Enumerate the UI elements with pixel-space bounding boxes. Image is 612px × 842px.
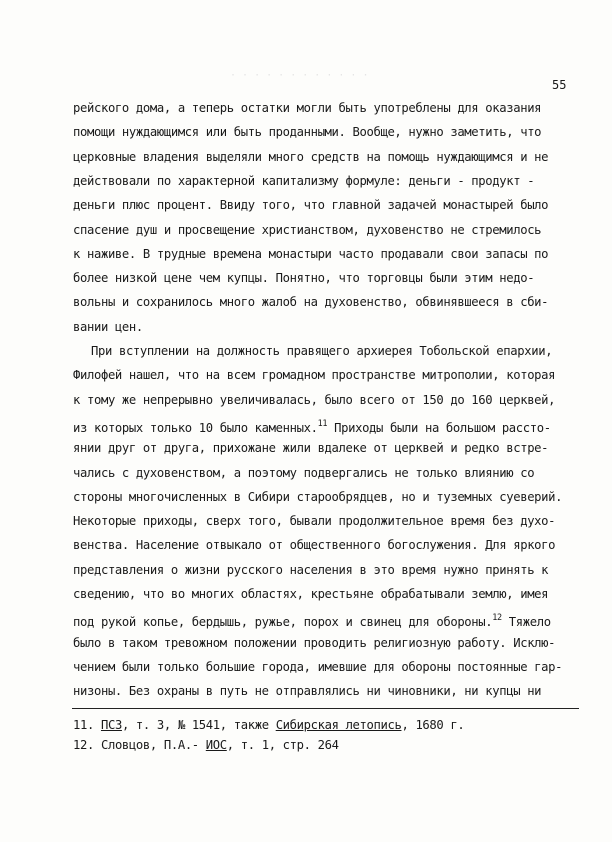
- page-number: 55: [552, 78, 567, 92]
- body-line: представления о жизни русского населения в это время нужно принять к: [73, 562, 549, 577]
- paragraph-first-line: При вступлении на должность правящего архиерея Тобольской епархии,: [91, 344, 553, 358]
- footnote-number: 12.: [73, 737, 94, 752]
- body-line: венства. Население отвыкало от общественного богослужения. Для яркого: [73, 538, 556, 553]
- footnote-ref-12[interactable]: 12: [492, 613, 502, 624]
- body-line: низоны. Без охраны в путь не отправлялись ни чиновники, ни купцы ни: [73, 684, 542, 699]
- body-line: помощи нуждающимся или быть проданными. Вообще, нужно заметить, что: [73, 125, 542, 140]
- footnote-text: , т. 1, стр. 264: [226, 737, 339, 752]
- body-line: [0, 417, 612, 435]
- source-title: Сибирская летопись: [275, 717, 402, 732]
- body-line: церковные владения выделяли много средств на помощь нуждающимся и не: [73, 149, 549, 164]
- source-abbrev: ИОС: [205, 737, 227, 752]
- body-text: Приходы были на большом рассто-: [327, 420, 551, 435]
- body-line: деньги плюс процент. Ввиду того, что главной задачей монастырей было: [73, 198, 549, 213]
- footnote-author: Словцов, П.А.-: [100, 737, 199, 752]
- body-line: вольны и сохранилось много жалоб на духовенство, обвинявшееся в сби-: [73, 295, 549, 310]
- bleed-through-stamp: · · · · · · · · · · · ·: [230, 70, 369, 81]
- body-line: чением были только большие города, имевшие для обороны постоянные гар-: [73, 659, 563, 674]
- body-line: янии друг от друга, прихожане жили вдалеке от церквей и редко встре-: [73, 441, 549, 456]
- body-text: из которых только 10 было каменных.: [73, 420, 318, 435]
- body-line: стороны многочисленных в Сибири старообрядцев, но и туземных суеверий.: [73, 489, 563, 504]
- footnote-text: , т. 3, № 1541, также: [121, 717, 269, 732]
- body-line: спасение душ и просвещение христианством, духовенство не стремилось: [73, 222, 542, 237]
- footnote-11: [0, 718, 612, 732]
- body-line: рейского дома, а теперь остатки могли быть употреблены для оказания: [73, 101, 542, 115]
- footnote-12: [0, 738, 612, 752]
- body-line: вании цен.: [73, 319, 143, 334]
- footnote-text: , 1680 г.: [401, 717, 465, 732]
- body-line: к наживе. В трудные времена монастыри часто продавали свои запасы по: [73, 246, 549, 261]
- body-line: Филофей нашел, что на всем громадном пространстве митрополии, которая: [73, 368, 556, 383]
- source-abbrev: ПСЗ: [100, 717, 122, 732]
- body-line: сведению, что во многих областях, крестьяне обрабатывали землю, имея: [73, 587, 549, 601]
- footnote-number: 11.: [73, 717, 94, 732]
- body-line: чались с духовенством, а поэтому подвергались не только влиянию со: [73, 465, 535, 480]
- body-line: более низкой цене чем купцы. Понятно, что торговцы были этим недо-: [73, 271, 535, 286]
- body-text: под рукой копье, бердышь, ружье, порох и свинец для обороны.: [73, 615, 493, 630]
- footnote-ref-11[interactable]: 11: [317, 418, 328, 429]
- footnote-divider: [72, 708, 579, 709]
- body-line: действовали по характерной капитализму формуле: деньги - продукт -: [73, 173, 535, 188]
- body-text: Тяжело: [501, 615, 551, 630]
- body-line: к тому же непрерывно увеличивалась, было всего от 150 до 160 церквей,: [73, 392, 556, 407]
- body-line: [0, 611, 612, 629]
- body-line: было в таком тревожном положении проводить религиозную работу. Исклю-: [73, 635, 556, 650]
- body-line: Некоторые приходы, сверх того, бывали продолжительное время без духо-: [73, 514, 556, 529]
